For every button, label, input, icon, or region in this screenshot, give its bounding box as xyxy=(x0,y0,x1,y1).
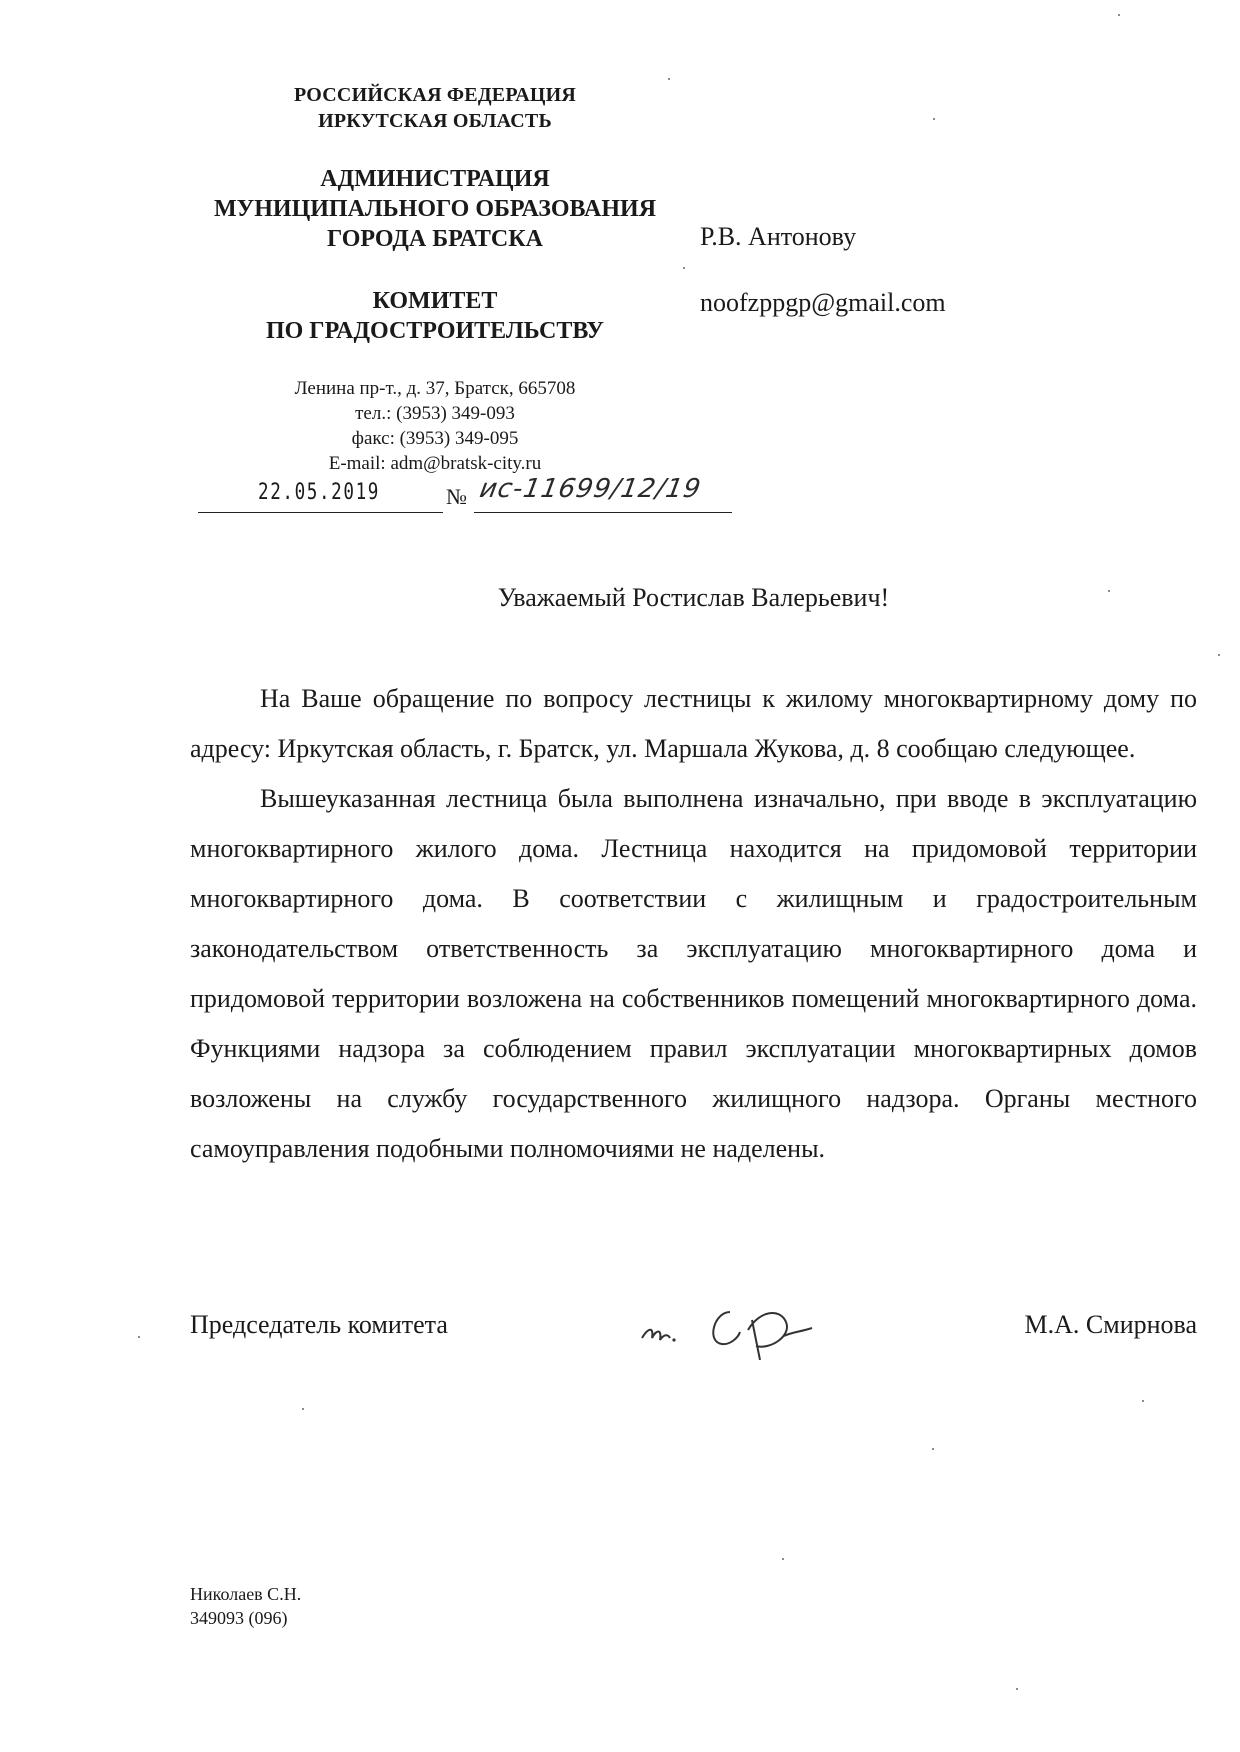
letter-body xyxy=(190,674,1197,1174)
executor-phone: 349093 (096) xyxy=(190,1608,288,1628)
number-underline xyxy=(474,512,732,513)
scan-speck xyxy=(138,1336,140,1338)
scan-speck xyxy=(932,1448,934,1450)
reference-date: 22.05.2019 xyxy=(258,480,380,505)
scan-speck xyxy=(683,267,685,269)
executor-block xyxy=(190,1582,301,1630)
letterhead-contacts xyxy=(190,376,680,476)
scan-speck xyxy=(668,78,670,80)
scan-speck xyxy=(302,1408,304,1410)
recipient-block xyxy=(700,222,946,318)
reference-line xyxy=(198,474,738,518)
executor-name: Николаев С.Н. xyxy=(190,1584,302,1604)
admin-line-3: ГОРОДА БРАТСКА xyxy=(327,226,543,252)
number-sign: № xyxy=(446,484,467,509)
letterhead-committee xyxy=(190,286,680,346)
salutation: Уважаемый Ростислав Валерьевич! xyxy=(497,583,890,612)
letterhead-administration xyxy=(190,164,680,254)
letterhead-fax: факс: (3953) 349-095 xyxy=(351,428,519,449)
letterhead xyxy=(190,82,680,476)
scan-speck xyxy=(782,1558,784,1560)
committee-line-1: КОМИТЕТ xyxy=(372,288,498,314)
reference-number: ис-11699/12/19 xyxy=(477,474,704,504)
body-paragraph-1: На Ваше обращение по вопросу лестницы к жилому многоквартирному дому по адресу: Иркутская область, г. Братск, ул. Маршала Жукова, д. 8 сообщаю следующее. xyxy=(190,684,1197,763)
recipient-email: noofzppgp@gmail.com xyxy=(700,288,946,317)
signatory-name: М.А. Смирнова xyxy=(1024,1310,1197,1339)
letterhead-country: РОССИЙСКАЯ ФЕДЕРАЦИЯ xyxy=(293,84,576,106)
scan-speck xyxy=(1016,1688,1018,1690)
date-underline xyxy=(198,512,443,513)
committee-line-2: ПО ГРАДОСТРОИТЕЛЬСТВУ xyxy=(265,318,605,344)
letterhead-region: ИРКУТСКАЯ ОБЛАСТЬ xyxy=(318,110,552,132)
admin-line-1: АДМИНИСТРАЦИЯ xyxy=(320,166,550,192)
scan-speck xyxy=(1118,14,1120,16)
letterhead-email: E-mail: adm@bratsk-city.ru xyxy=(328,453,542,474)
signatory-title: Председатель комитета xyxy=(190,1310,448,1339)
letterhead-phone: тел.: (3953) 349-093 xyxy=(355,403,515,424)
recipient-name: Р.В. Антонову xyxy=(700,222,857,251)
scan-speck xyxy=(933,118,935,120)
admin-line-2: МУНИЦИПАЛЬНОГО ОБРАЗОВАНИЯ xyxy=(213,196,657,222)
letterhead-address: Ленина пр-т., д. 37, Братск, 665708 xyxy=(294,378,576,399)
scan-speck xyxy=(1108,590,1110,592)
scan-speck xyxy=(1142,1400,1144,1402)
body-paragraph-2: Вышеуказанная лестница была выполнена изначально, при вводе в эксплуатацию многоквартирного жилого дома. Лестница находится на придомовой территории многоквартирного дома. В соответствии с жилищным и градостроительным законодательством ответственность за эксплуатацию многоквартирного дома и придомовой территории возложена на собственников помещений многоквартирного дома. Функциями надзора за соблюдением правил эксплуатации многоквартирных домов возложены на службу государственного жилищного надзора. Органы местного самоуправления подобными полномочиями не наделены. xyxy=(190,784,1197,1163)
scan-speck xyxy=(1218,654,1220,656)
handwritten-signature xyxy=(630,1290,830,1360)
